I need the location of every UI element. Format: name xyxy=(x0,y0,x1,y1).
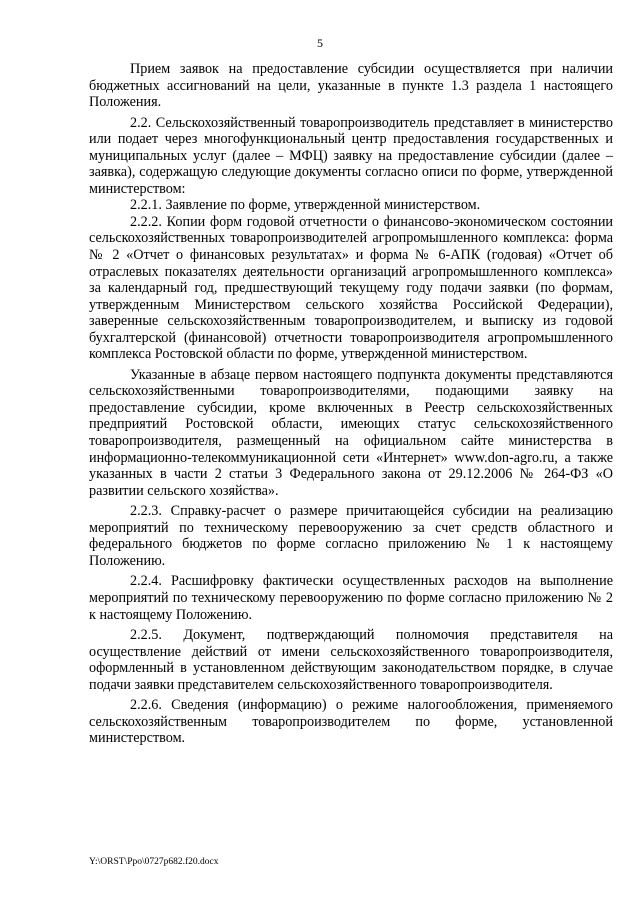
paragraph-2-2-3: 2.2.3. Справку-расчет о размере причитающейся субсидии на реализацию мероприятий по техническому перевооружению за счет средств областного и федерального бюджетов по форме согласно приложению № 1 к настоящему Положению. xyxy=(89,503,613,569)
page-number: 5 xyxy=(317,36,323,50)
paragraph-2-2-4: 2.2.4. Расшифровку фактически осуществленных расходов на выполнение мероприятий по техническому перевооружению по форме согласно приложению № 2 к настоящему Положению. xyxy=(89,573,613,623)
paragraph-2-2-1: 2.2.1. Заявление по форме, утвержденной министерством. xyxy=(130,197,481,214)
paragraph-2-2: 2.2. Сельскохозяйственный товаропроизводитель представляет в министерство или подает через многофункциональный центр предоставления государственных и муниципальных услуг (далее – МФЦ) заявку на предоставление субсидии (далее – заявка), содержащую следующие документы согласно описи по форме, утвержденной министерством: xyxy=(89,114,613,197)
paragraph-2-2-2-note: Указанные в абзаце первом настоящего подпункта документы представляются сельскохозяйственными товаропроизводителями, подающими заявку на предоставление субсидии, кроме включенных в Реестр сельскохозяйственных предприятий Ростовской области, имеющих статус сельскохозяйственного товаропроизводителя, размещенный на официальном сайте министерства в информационно-телекоммуникационной сети «Интернет» www.don-agro.ru, а также указанных в части 2 статьи 3 Федерального закона от 29.12.2006 № 264-ФЗ «О развитии сельского хозяйства». xyxy=(89,366,613,499)
paragraph-intro: Прием заявок на предоставление субсидии осуществляется при наличии бюджетных ассигнований на цели, указанные в пункте 1.3 раздела 1 настоящего Положения. xyxy=(89,61,613,111)
paragraph-2-2-5: 2.2.5. Документ, подтверждающий полномочия представителя на осуществление действий от имени сельскохозяйственного товаропроизводителя, оформленный в установленном действующим законодательством порядке, в случае подачи заявки представителем сельскохозяйственного товаропроизводителя. xyxy=(89,627,613,693)
document-body xyxy=(89,61,613,747)
paragraph-2-2-2: 2.2.2. Копии форм годовой отчетности о финансово-экономическом состоянии сельскохозяйственных товаропроизводителей агропромышленного комплекса: форма № 2 «Отчет о финансовых результатах» и форма № 6-АПК (годовая) «Отчет об отраслевых показателях деятельности организаций агропромышленного комплекса» за календарный год, предшествующий текущему году подачи заявки (по формам, утвержденным Министерством сельского хозяйства Российской Федерации), заверенные сельскохозяйственным товаропроизводителем, и выписку из годовой бухгалтерской (финансовой) отчетности товаропроизводителя агропромышленного комплекса Ростовской области по форме, утвержденной министерством. xyxy=(89,213,613,363)
paragraph-2-2-6: 2.2.6. Сведения (информацию) о режиме налогообложения, применяемого сельскохозяйственным товаропроизводителем по форме, установленной министерством. xyxy=(89,697,613,747)
footer-file-path: Y:\ORST\Ppo\0727p682.f20.docx xyxy=(89,857,219,867)
